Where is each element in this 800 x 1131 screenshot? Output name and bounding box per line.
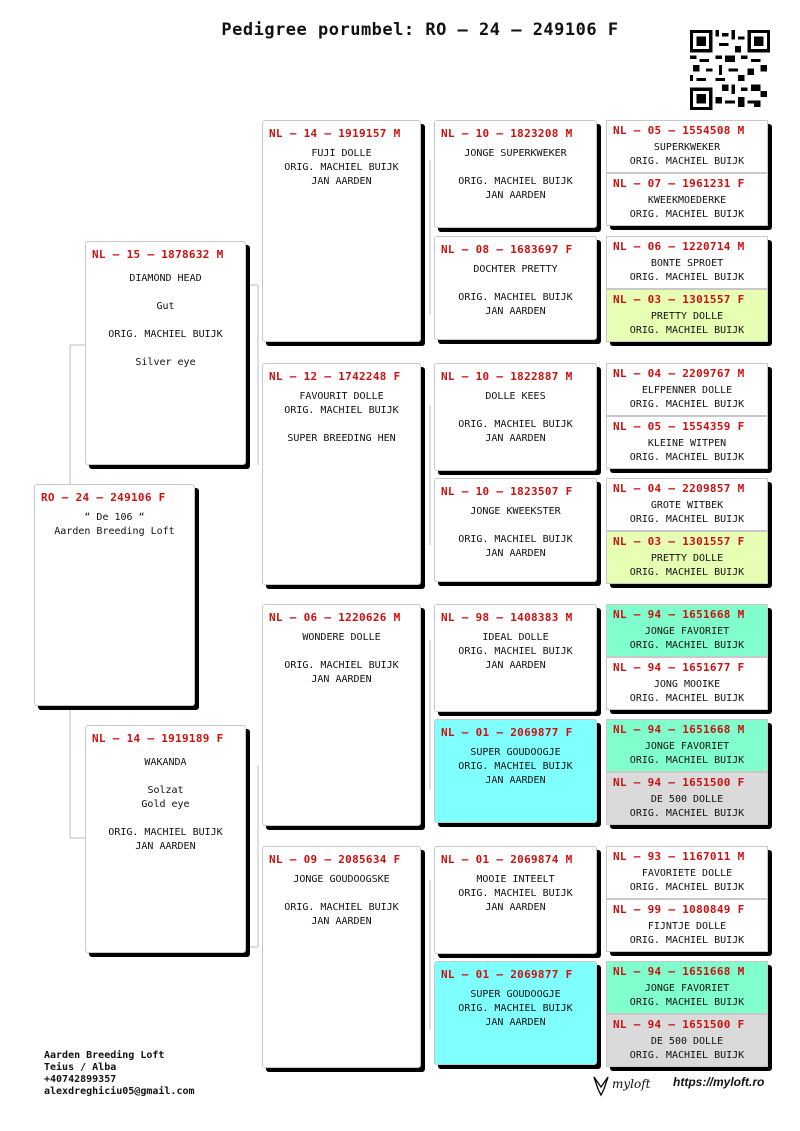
pigeon-detail: ORIG. MACHIEL BUIJK	[284, 902, 399, 913]
pigeon-detail: JAN AARDEN	[485, 433, 546, 444]
pigeon-detail: JAN AARDEN	[485, 660, 546, 671]
pigeon-detail: ORIG. MACHIEL BUIJK	[629, 452, 745, 463]
pigeon-detail: DOCHTER PRETTY	[473, 264, 558, 275]
pigeon-detail: Solzat	[147, 785, 184, 796]
pigeon-detail: ORIG. MACHIEL BUIJK	[458, 419, 573, 430]
ring-number: NL – 01 – 2069877 F	[441, 726, 573, 739]
ring-number: NL – 10 – 1822887 M	[441, 370, 573, 383]
pigeon-detail: ORIG. MACHIEL BUIJK	[629, 567, 745, 578]
pigeon-card-gen4[interactable]	[606, 604, 768, 657]
pigeon-detail: SUPER GOUDOOGJE	[470, 989, 561, 1000]
pigeon-detail: DE 500 DOLLE	[650, 1036, 724, 1047]
ring-number: NL – 06 – 1220626 M	[269, 611, 401, 624]
pigeon-card-grandparent[interactable]	[262, 604, 421, 826]
myloft-url[interactable]: https://myloft.ro	[673, 1075, 765, 1089]
pigeon-card-gen4[interactable]	[606, 363, 768, 416]
pigeon-detail: ORIG. MACHIEL BUIJK	[458, 292, 573, 303]
pigeon-card-great-grandparent[interactable]	[434, 120, 597, 228]
ring-number: NL – 03 – 1301557 F	[613, 293, 745, 306]
pigeon-card-gen4[interactable]	[606, 846, 768, 899]
ring-number: NL – 15 – 1878632 M	[92, 248, 224, 261]
pigeon-detail: ELFPENNER DOLLE	[641, 385, 733, 396]
pigeon-detail: JAN AARDEN	[485, 902, 546, 913]
pigeon-card-gen4[interactable]	[606, 531, 768, 584]
ring-number: NL – 94 – 1651500 F	[613, 776, 745, 789]
pigeon-card-gen4[interactable]	[606, 173, 768, 226]
ring-number: NL – 07 – 1961231 F	[613, 177, 745, 190]
pigeon-detail: ORIG. MACHIEL BUIJK	[629, 1050, 745, 1061]
pigeon-detail: DE 500 DOLLE	[650, 794, 724, 805]
ring-number: NL – 01 – 2069874 M	[441, 853, 573, 866]
pigeon-detail: JONGE GOUDOOGSKE	[293, 874, 390, 885]
ring-number: NL – 14 – 1919189 F	[92, 732, 224, 745]
myloft-bird-icon	[592, 1075, 610, 1097]
pigeon-detail: JONGE FAVORIET	[644, 983, 730, 994]
footer-contact	[44, 1050, 195, 1098]
pigeon-detail: FAVOURIT DOLLE	[299, 391, 384, 402]
ring-number: NL – 14 – 1919157 M	[269, 127, 401, 140]
ring-number: NL – 94 – 1651677 F	[613, 661, 745, 674]
pigeon-card-great-grandparent[interactable]	[434, 236, 597, 340]
pigeon-detail: JONG MOOIKE	[653, 679, 721, 690]
pigeon-detail: JAN AARDEN	[311, 674, 372, 685]
pigeon-card-gen4[interactable]	[606, 961, 768, 1014]
ring-number: NL – 09 – 2085634 F	[269, 853, 401, 866]
pigeon-detail: IDEAL DOLLE	[482, 632, 549, 643]
pigeon-card-gen4[interactable]	[606, 772, 768, 825]
pigeon-detail: Silver eye	[135, 357, 196, 368]
pigeon-detail: SUPER GOUDOOGJE	[470, 747, 561, 758]
pigeon-card-gen4[interactable]	[606, 236, 768, 289]
ring-number: NL – 08 – 1683697 F	[441, 243, 573, 256]
pigeon-detail: ORIG. MACHIEL BUIJK	[629, 325, 745, 336]
pigeon-detail: ORIG. MACHIEL BUIJK	[629, 272, 745, 283]
pigeon-detail: DIAMOND HEAD	[129, 273, 202, 284]
pigeon-card-gen4[interactable]	[606, 416, 768, 469]
ring-number: NL – 10 – 1823507 F	[441, 485, 573, 498]
pigeon-detail: BONTE SPROET	[650, 258, 724, 269]
pigeon-card-great-grandparent[interactable]	[434, 363, 597, 471]
page-title: Pedigree porumbel: RO – 24 – 249106 F	[221, 20, 619, 40]
pigeon-detail: ORIG. MACHIEL BUIJK	[629, 693, 745, 704]
pigeon-detail: SUPER BREEDING HEN	[287, 433, 396, 444]
pigeon-detail: ORIG. MACHIEL BUIJK	[629, 882, 745, 893]
pigeon-detail: ORIG. MACHIEL BUIJK	[108, 329, 223, 340]
pigeon-detail: ORIG. MACHIEL BUIJK	[284, 162, 399, 173]
pigeon-detail: JONGE KWEEKSTER	[470, 506, 561, 517]
pigeon-detail: KLEINE WITPEN	[647, 438, 727, 449]
ring-number: NL – 93 – 1167011 M	[613, 850, 745, 863]
ring-number: NL – 03 – 1301557 F	[613, 535, 745, 548]
pigeon-card-grandparent[interactable]	[262, 120, 421, 342]
pigeon-detail: FAVORIETE DOLLE	[641, 868, 733, 879]
pigeon-detail: ORIG. MACHIEL BUIJK	[629, 808, 745, 819]
pigeon-card-gen4[interactable]	[606, 289, 768, 342]
pigeon-detail: ORIG. MACHIEL BUIJK	[629, 399, 745, 410]
ring-number: NL – 94 – 1651668 M	[613, 965, 745, 978]
ring-number: NL – 04 – 2209857 M	[613, 482, 745, 495]
ring-number: NL – 01 – 2069877 F	[441, 968, 573, 981]
pigeon-detail: JAN AARDEN	[485, 306, 546, 317]
pigeon-detail: JAN AARDEN	[485, 548, 546, 559]
pigeon-detail: ORIG. MACHIEL BUIJK	[629, 514, 745, 525]
pigeon-card-gen4[interactable]	[606, 120, 768, 173]
pigeon-detail: WONDERE DOLLE	[302, 632, 381, 643]
ring-number: NL – 98 – 1408383 M	[441, 611, 573, 624]
ring-number: NL – 06 – 1220714 M	[613, 240, 745, 253]
pigeon-detail: JAN AARDEN	[311, 916, 372, 927]
myloft-logo: myloft	[612, 1077, 651, 1091]
pigeon-card-parent-dam[interactable]	[85, 725, 246, 953]
pigeon-detail: ORIG. MACHIEL BUIJK	[629, 755, 745, 766]
pigeon-detail: ORIG. MACHIEL BUIJK	[629, 935, 745, 946]
pigeon-detail: ORIG. MACHIEL BUIJK	[629, 640, 745, 651]
pigeon-card-grandparent[interactable]	[262, 846, 421, 1068]
ring-number: NL – 99 – 1080849 F	[613, 903, 745, 916]
pigeon-detail: DOLLE KEES	[485, 391, 546, 402]
pigeon-detail: “ De 106 “	[84, 512, 145, 523]
pigeon-card-great-grandparent[interactable]	[434, 961, 597, 1065]
pigeon-detail: MOOIE INTEELT	[476, 874, 555, 885]
pigeon-card-gen4[interactable]	[606, 478, 768, 531]
ring-number: NL – 05 – 1554359 F	[613, 420, 745, 433]
pigeon-detail: Gut	[156, 301, 175, 312]
footer-email: alexdreghiciu05@gmail.com	[44, 1086, 195, 1097]
pigeon-detail: ORIG. MACHIEL BUIJK	[458, 1003, 573, 1014]
ring-number: NL – 05 – 1554508 M	[613, 124, 745, 137]
pigeon-card-great-grandparent[interactable]	[434, 478, 597, 582]
pigeon-detail: FUJI DOLLE	[311, 148, 372, 159]
pigeon-card-gen4[interactable]	[606, 719, 768, 772]
pigeon-detail: JAN AARDEN	[311, 176, 372, 187]
pigeon-detail: ORIG. MACHIEL BUIJK	[629, 997, 745, 1008]
pigeon-detail: ORIG. MACHIEL BUIJK	[108, 827, 223, 838]
pigeon-detail: WAKANDA	[144, 757, 187, 768]
pigeon-card-great-grandparent[interactable]	[434, 604, 597, 712]
pigeon-card-great-grandparent[interactable]	[434, 846, 597, 954]
pigeon-detail: ORIG. MACHIEL BUIJK	[284, 660, 399, 671]
footer-loft: Aarden Breeding Loft	[44, 1050, 165, 1061]
pigeon-detail: JONGE FAVORIET	[644, 626, 730, 637]
pigeon-detail: ORIG. MACHIEL BUIJK	[629, 156, 745, 167]
pigeon-detail: GROTE WITBEK	[650, 500, 724, 511]
pigeon-card-gen4[interactable]	[606, 1014, 768, 1067]
pigeon-detail: JONGE FAVORIET	[644, 741, 730, 752]
pigeon-detail: ORIG. MACHIEL BUIJK	[458, 534, 573, 545]
pigeon-detail: JAN AARDEN	[485, 1017, 546, 1028]
pigeon-detail: ORIG. MACHIEL BUIJK	[284, 405, 399, 416]
pigeon-card-great-grandparent[interactable]	[434, 719, 597, 823]
ring-number: NL – 94 – 1651668 M	[613, 608, 745, 621]
pigeon-detail: JAN AARDEN	[485, 190, 546, 201]
pigeon-detail: PRETTY DOLLE	[650, 311, 724, 322]
pigeon-detail: JONGE SUPERKWEKER	[464, 148, 567, 159]
ring-number: NL – 04 – 2209767 M	[613, 367, 745, 380]
pigeon-card-grandparent[interactable]	[262, 363, 421, 585]
pigeon-card-parent-sire[interactable]	[85, 241, 246, 465]
pigeon-detail: ORIG. MACHIEL BUIJK	[629, 209, 745, 220]
pigeon-detail: Aarden Breeding Loft	[54, 526, 175, 537]
pigeon-detail: JAN AARDEN	[485, 775, 546, 786]
pigeon-card-subject[interactable]	[34, 484, 195, 706]
pigeon-detail: Gold eye	[141, 799, 190, 810]
pigeon-detail: ORIG. MACHIEL BUIJK	[458, 646, 573, 657]
pigeon-detail: FIJNTJE DOLLE	[647, 921, 727, 932]
ring-number: NL – 94 – 1651500 F	[613, 1018, 745, 1031]
pigeon-card-gen4[interactable]	[606, 657, 768, 710]
pigeon-detail: ORIG. MACHIEL BUIJK	[458, 761, 573, 772]
qr-code	[690, 30, 770, 110]
ring-number: NL – 12 – 1742248 F	[269, 370, 401, 383]
pigeon-card-gen4[interactable]	[606, 899, 768, 952]
pigeon-detail: ORIG. MACHIEL BUIJK	[458, 888, 573, 899]
pigeon-detail: PRETTY DOLLE	[650, 553, 724, 564]
pigeon-detail: ORIG. MACHIEL BUIJK	[458, 176, 573, 187]
pigeon-detail: SUPERKWEKER	[653, 142, 721, 153]
pigeon-detail: KWEEKMOEDERKE	[647, 195, 727, 206]
ring-number: NL – 94 – 1651668 M	[613, 723, 745, 736]
pigeon-detail: JAN AARDEN	[135, 841, 196, 852]
footer-location: Teius / Alba	[44, 1062, 117, 1073]
footer-phone: +40742899357	[44, 1074, 117, 1085]
ring-number: RO – 24 – 249106 F	[41, 491, 166, 504]
ring-number: NL – 10 – 1823208 M	[441, 127, 573, 140]
